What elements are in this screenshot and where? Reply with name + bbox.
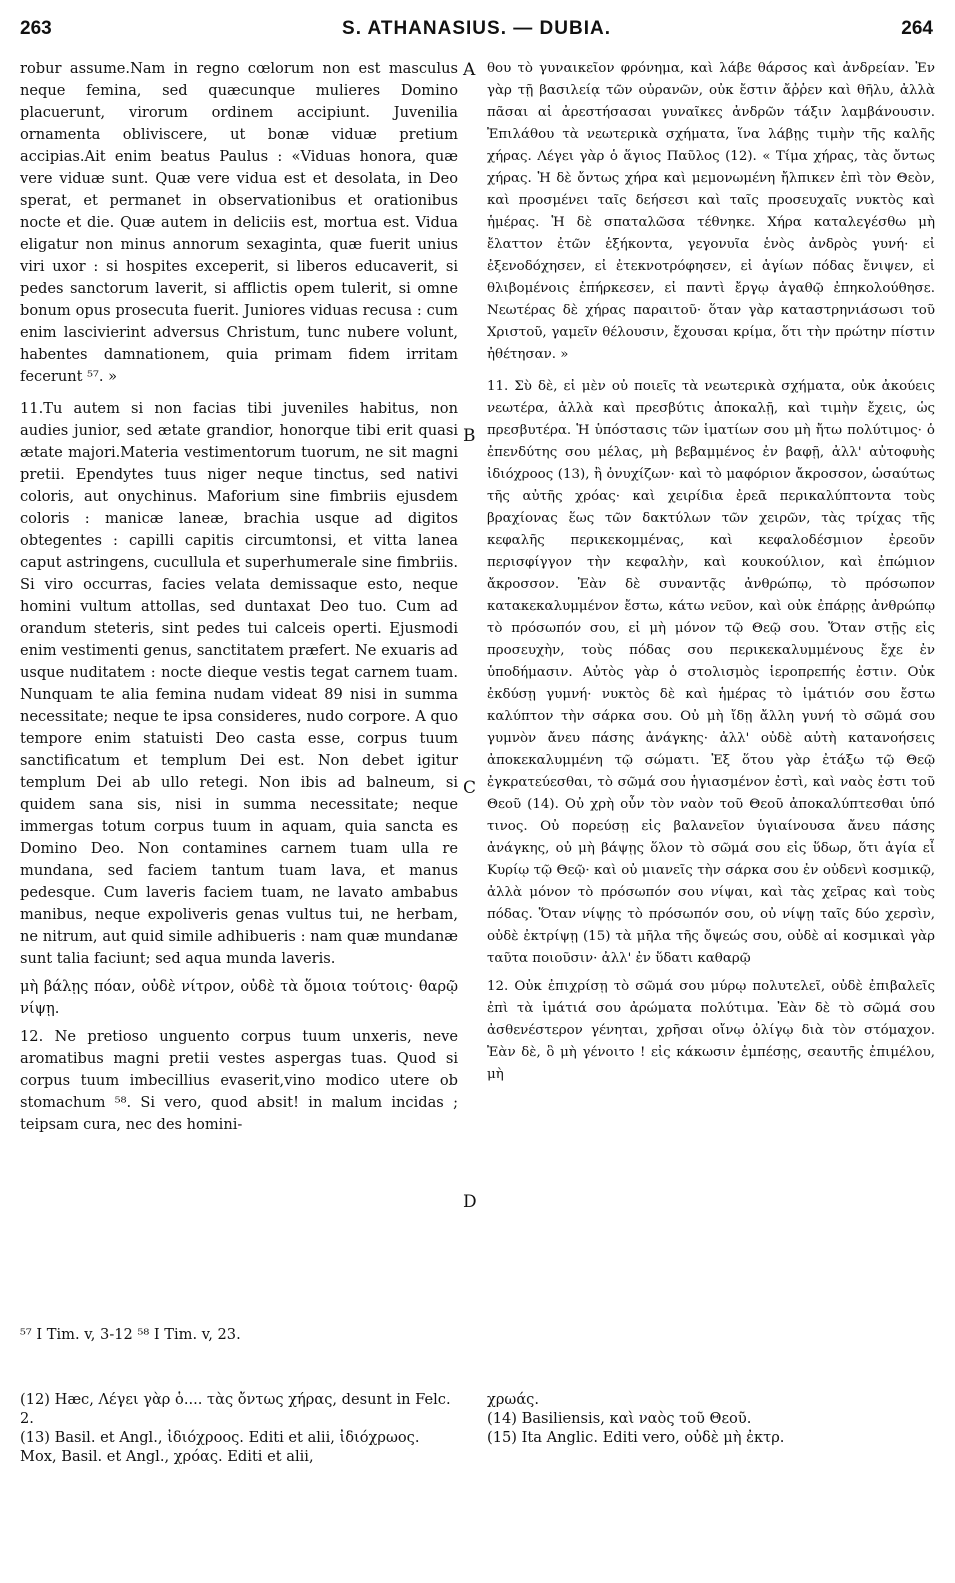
footnote: χρωάς. (487, 1391, 539, 1408)
greek-inline-line: μὴ βάλῃς πόαν, οὐδὲ νίτρον, οὐδὲ τὰ ὅμοια τούτοις· θαρῷ νίψῃ. (20, 978, 458, 1017)
scripture-references: ⁵⁷ I Tim. v, 3-12 ⁵⁸ I Tim. v, 23. (20, 1326, 241, 1343)
footnote: (14) Basiliensis, καὶ ναὸς τοῦ Θεοῦ. (487, 1410, 752, 1427)
footnotes-left (20, 1390, 460, 1466)
page-number-left: 263 (20, 18, 52, 39)
greek-paragraph: 12. Οὐκ ἐπιχρίσῃ τὸ σῶμά σου μύρῳ πολυτελεῖ, οὐδὲ ἐπιβαλεῖς ἐπὶ τὰ ἱμάτιά σου ἀρώματα πολύτιμα. Ἐὰν δὲ τὸ σῶμά σου ἀσθενέστερον γένηται, χρῆσαι οἴνῳ ὀλίγῳ διὰ τὸν στόμαχον. Ἐὰν δὲ, ὃ μὴ γένοιτο ! εἰς κάκωσιν ἐμπέσῃς, σεαυτῆς ἐπιμέλου, μὴ (487, 979, 935, 1082)
margin-letter: B (463, 426, 476, 446)
margin-letter: A (463, 60, 476, 80)
margin-letter: D (463, 1192, 477, 1212)
margin-letter: C (463, 778, 477, 798)
footnotes-right (487, 1390, 935, 1447)
footnote: (15) Ita Anglic. Editi vero, οὐδὲ μὴ ἐκτρ. (487, 1429, 785, 1446)
latin-column (20, 58, 458, 1136)
footnote: (12) Hæc, Λέγει γὰρ ὁ.... τὰς ὄντως χήρας, desunt in Felc. 2. (20, 1391, 451, 1427)
running-title: S. ATHANASIUS. — DUBIA. (342, 18, 611, 39)
greek-paragraph: 11. Σὺ δὲ, εἰ μὲν οὐ ποιεῖς τὰ νεωτερικὰ σχήματα, οὐκ ἀκούεις νεωτέρα, ἀλλὰ καὶ πρεσβύτις ἀποκαλῇ, καὶ τιμὴν ἔχεις, ὡς πρεσβυτέρα. Ἡ ὑπόστασις τῶν ἱματίων σου μὴ ἤτω πολύτιμος· ὁ ἐπενδύτης σου μέλας, μὴ βεβαμμένος ἐν βαφῇ, ἀλλ' αὐτοφυὴς ἰδιόχροος (13), ἢ ὀνυχίζων· καὶ τὸ μαφόριον ἄκροσσον, ὡσαύτως τῆς αὐτῆς χρόας· καὶ χειρίδια ἐρεᾶ περικαλύπτοντα τοὺς βραχίονας ἕως τῶν δακτύλων τῶν χειρῶν, τὰς τρίχας τῆς κεφαλῆς περικεκομμένας, καὶ κεφαλοδέσμιον ἐρεοῦν περισφίγγον τὴν κεφαλὴν, καὶ κουκούλιον, καὶ ἐπώμιον ἄκροσσον. Ἐὰν δὲ συναντᾷς ἀνθρώπῳ, τὸ πρόσωπον κατακεκαλυμμένον ἔστω, κάτω νεῦον, καὶ οὐκ ἐπάρῃς ἀνθρώπῳ τὸ πρόσωπόν σου, εἰ μὴ μόνον τῷ Θεῷ σου. Ὅταν στῇς εἰς προσευχὴν, τοὺς πόδας σου περικεκαλυμμένους ἔχε ἐν ὑποδήμασιν. Αὐτὸς γὰρ ὁ στολισμὸς ἱεροπρεπής ἐστιν. Οὐκ ἐκδύσῃ γυμνή· νυκτὸς δὲ καὶ ἡμέρας τὸ ἱμάτιόν σου ἔστω καλύπτον τὴν σάρκα σου. Οὐ μὴ ἴδῃ ἄλλη γυνή τὸ σῶμά σου γυμνὸν ἄνευ πάσης ἀνάγκης· ἀλλ' οὐδὲ αὐτὴ κατανοήσεις ἀποκεκαλυμμένη τῷ σώματι. Ἐξ ὅτου γὰρ ἐτάξω τῷ Θεῷ ἐγκρατεύεσθαι, τὸ σῶμά σου ἡγιασμένον ἐστὶ, καὶ ναὸς ἐστι τοῦ Θεοῦ (14). Οὐ χρὴ οὖν τὸν ναὸν τοῦ Θεοῦ ἀποκαλύπτεσθαι ὑπό τινος. Οὐ πορεύσῃ εἰς βαλανεῖον ὑγιαίνουσα ἄνευ πάσης ἀνάγκης, οὐ μὴ βάψῃς ὅλον τὸ σῶμά σου εἰς ὕδωρ, ὅτι ἁγία εἶ Κυρίῳ τῷ Θεῷ· καὶ οὐ μιανεῖς τὴν σάρκα σου ἐν οὐδενὶ κοσμικῷ, ἀλλὰ μόνον τὸ πρόσωπόν σου νίψαι, καὶ τὰς χεῖρας καὶ τοὺς πόδας. Ὅταν νίψῃς τὸ πρόσωπόν σου, οὐ νίψῃ ταῖς δύο χερσὶν, οὐδὲ ἐκτρίψῃ (15) τὰ μῆλα τῆς ὄψεώς σου, οὐδὲ αἱ κοσμικαὶ γὰρ ταῦτα ποιοῦσιν· ἀλλ' ἐν ὕδατι καθαρῷ (487, 379, 935, 966)
greek-column (487, 58, 935, 1086)
greek-paragraph: θου τὸ γυναικεῖον φρόνημα, καὶ λάβε θάρσος καὶ ἀνδρείαν. Ἐν γὰρ τῇ βασιλείᾳ τῶν οὐρανῶν, οὐκ ἔστιν ἄῤῥεν καὶ θῆλυ, ἀλλὰ πᾶσαι αἱ ἀρεστήσασαι γυναῖκες ἀνδρῶν τάξιν λαμβάνουσιν. Ἐπιλάθου τὰ νεωτερικὰ σχήματα, ἵνα λάβῃς τιμὴν τῆς καλῆς χήρας. Λέγει γὰρ ὁ ἅγιος Παῦλος (12). « Τίμα χήρας, τὰς ὄντως χήρας. Ἡ δὲ ὄντως χήρα καὶ μεμονωμένη ἤλπικεν ἐπὶ τὸν Θεὸν, καὶ προσμένει ταῖς δεήσεσι καὶ ταῖς προσευχαῖς νυκτὸς καὶ ἡμέρας. Ἡ δὲ σπαταλῶσα τέθνηκε. Χήρα καταλεγέσθω μὴ ἔλαττον ἐτῶν ἑξήκοντα, γεγονυῖα ἑνὸς ἀνδρὸς γυνή· εἰ ἐξενοδόχησεν, εἰ ἐτεκνοτρόφησεν, εἰ ἁγίων πόδας ἔνιψεν, εἰ θλιβομένοις ἐπήρκεσεν, εἰ παντὶ ἔργῳ ἀγαθῷ ἐπηκολούθησε. Νεωτέρας δὲ χήρας παραιτοῦ· ὅταν γὰρ καταστρηνιάσωσι τοῦ Χριστοῦ, γαμεῖν θέλουσιν, ἔχουσαι κρίμα, ὅτι τὴν πρώτην πίστιν ἠθέτησαν. » (487, 61, 935, 362)
running-header (20, 18, 933, 48)
footnote: (13) Basil. et Angl., ἰδιόχροος. Editi et alii, ἰδιόχρωος. Mox, Basil. et Angl., χρόας. Editi et alii, (20, 1429, 420, 1465)
latin-paragraph: robur assume.Nam in regno cœlorum non est masculus neque femina, sed quæcunque mulieres Domino placuerunt, virorum ordinem accipiunt. Juvenilia ornamenta obliviscere, ut bonæ viduæ pretium accipias.Ait enim beatus Paulus : «Viduas honora, quæ vere viduæ sunt. Quæ vere vidua est et desolata, in Deo sperat, et permanet in observationibus et orationibus nocte et die. Quæ autem in deliciis est, mortua est. Vidua eligatur non minus annorum sexaginta, quæ fuerit unius viri uxor : si hospites exceperit, si liberos educaverit, si pedes sanctorum laverit, si afflictis opem tulerit, si omne bonum opus prosecuta fuerit. Juniores viduas recusa : cum enim lascivierint adversus Christum, tunc nubere volunt, habentes damnationem, quia primam fidem irritam fecerunt ⁵⁷. » (20, 60, 458, 385)
latin-paragraph: 11.Tu autem si non facias tibi juveniles habitus, non audies junior, sed ætate grandior, honorque tibi erit quasi ætate majori.Materia vestimentorum tuorum, ne sit magni pretii. Ependytes tuus niger neque tinctus, sed nativi coloris, aut onychinus. Maforium sine fimbriis ejusdem coloris : manicæ laneæ, brachia usque ad digitos obtegentes : capilli capitis circumtonsi, et vitta lanea caput astringens, cucullula et superhumerale sine fimbriis. Si viro occurras, facies velata demissaque esto, neque homini vultum attollas, sed duntaxat Deo tuo. Cum ad orandum steteris, sint pedes tui calceis operti. Ejusmodi enim vestimenti genus, sanctitatem præfert. Ne exuaris ad usque nuditatem : nocte dieque vestis tegat carnem tuam. Nunquam te alia femina nudam videat 89 nisi in summa necessitate; neque te ipsa consideres, nudo corpore. A quo tempore enim statuisti Deo casta esse, corpus tuum sanctificatum et templum Dei est. Non debet igitur templum Dei ab ullo retegi. Non ibis ad balneum, si quidem sana sis, nisi in summa necessitate; neque immergas totum corpus tuum in aquam, quia sancta es Domino Deo. Non contamines carnem tuam ulla re mundana, sed faciem tantum tuam lava, et manus pedesque. Cum laveris faciem tuam, ne lavato ambabus manibus, neque expoliveris genas vultus tui, ne herbam, ne nitrum, aut quid simile adhibueris : nam quæ mundanæ sunt talia faciunt; sed aqua munda laveris. (20, 400, 458, 967)
latin-paragraph: 12. Ne pretioso unguento corpus tuum unxeris, neve aromatibus magni pretii vestes aspergas tuas. Quod si corpus tuum imbecillius evaserit,vino modico utere ob stomachum ⁵⁸. Si vero, quod absit! in malum incidas ; teipsam cura, nec des homini- (20, 1028, 458, 1133)
page-number-right: 264 (901, 18, 933, 39)
